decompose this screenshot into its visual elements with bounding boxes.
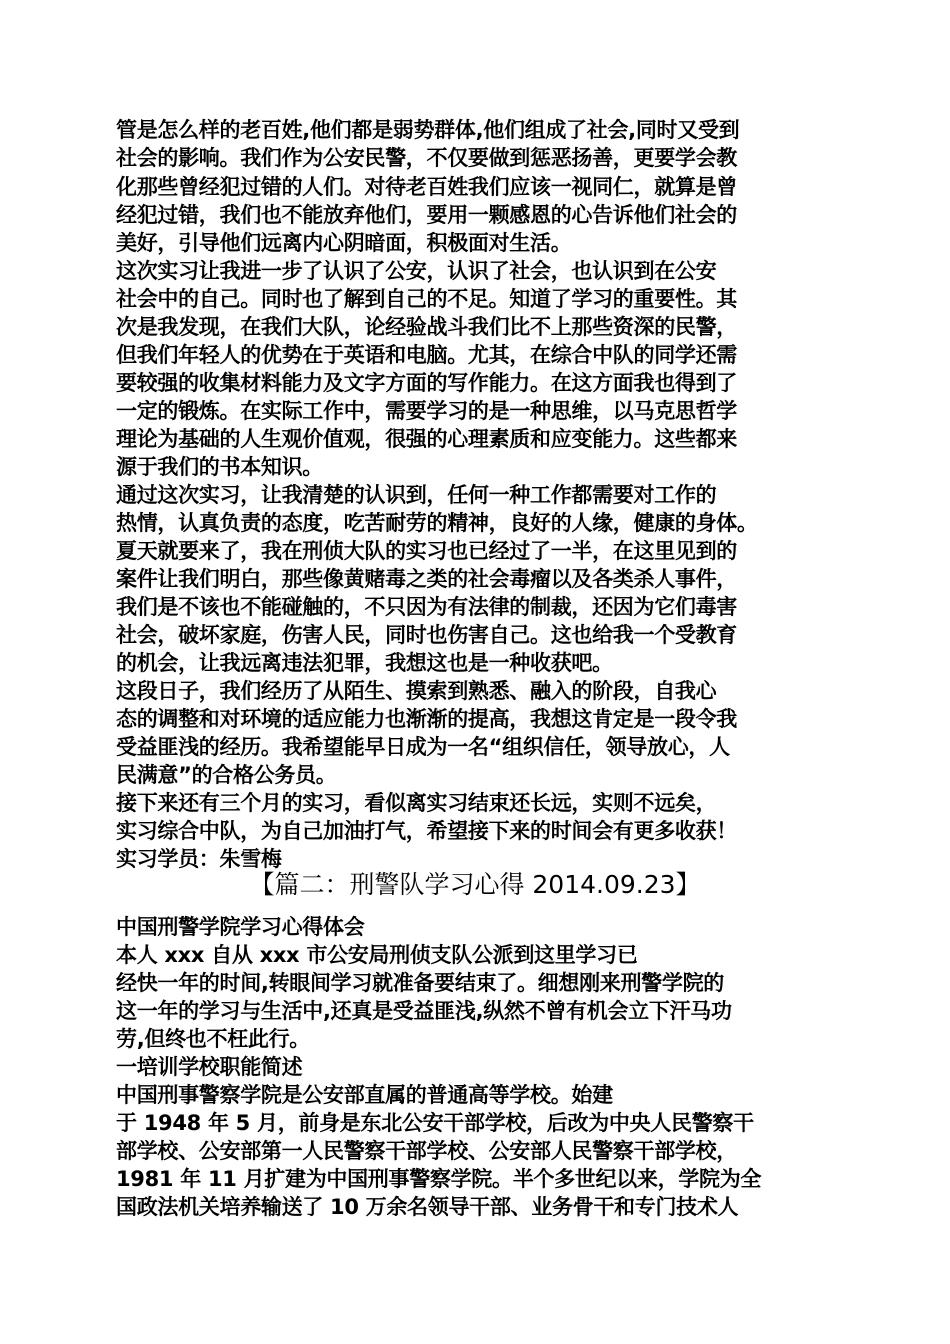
body-text-line: 社会中的自己。同时也了解到自己的不足。知道了学习的重要性。其 (116, 287, 737, 311)
body-text-line: 这一年的学习与生活中,还真是受益匪浅,纵然不曾有机会立下汗马功 (116, 999, 732, 1023)
body-text-line: 受益匪浅的经历。我希望能早日成为一名“组织信任，领导放心，人 (116, 735, 730, 759)
body-text-line: 于 1948 年 5 月，前身是东北公安干部学校，后改为中央人民警察干 (116, 1111, 754, 1135)
body-text-line: 要较强的收集材料能力及文字方面的写作能力。在这方面我也得到了 (116, 371, 737, 395)
body-text-line: 的机会，让我远离违法犯罪，我想这也是一种收获吧。 (116, 651, 613, 675)
body-text-line: 民满意”的合格公务员。 (116, 763, 337, 787)
body-text-line: 美好，引导他们远离内心阴暗面，积极面对生活。 (116, 231, 572, 255)
body-text-line: 这段日子，我们经历了从陌生、摸索到熟悉、融入的阶段，自我心 (116, 679, 717, 703)
subheading-line: 中国刑警学院学习心得体会 (116, 915, 365, 939)
body-text-line: 社会的影响。我们作为公安民警，不仅要做到惩恶扬善，更要学会教 (116, 146, 737, 170)
body-text-line: 实习综合中队，为自己加油打气，希望接下来的时间会有更多收获！ (116, 819, 737, 843)
body-text-line: 但我们年轻人的优势在于英语和电脑。尤其，在综合中队的同学还需 (116, 343, 737, 367)
body-text-line: 次是我发现，在我们大队，论经验战斗我们比不上那些资深的民警， (116, 315, 737, 339)
body-text-line: 源于我们的书本知识。 (116, 455, 323, 479)
body-text-line: 案件让我们明白，那些像黄赌毒之类的社会毒瘤以及各类杀人事件， (116, 567, 737, 591)
body-text-line: 经快一年的时间,转眼间学习就准备要结束了。细想刚来刑警学院的 (116, 971, 724, 995)
body-text-line: 我们是不该也不能碰触的，不只因为有法律的制裁，还因为它们毒害 (116, 595, 737, 619)
body-text-line: 化那些曾经犯过错的人们。对待老百姓我们应该一视同仁，就算是曾 (116, 175, 737, 199)
signature-line: 实习学员：朱雪梅 (116, 847, 282, 871)
subheading-line: 一培训学校职能简述 (116, 1055, 303, 1079)
body-text-line: 国政法机关培养输送了 10 万余名领导干部、业务骨干和专门技术人 (116, 1195, 739, 1219)
body-text-line: 管是怎么样的老百姓,他们都是弱势群体,他们组成了社会,同时又受到 (116, 118, 740, 142)
body-text-line: 态的调整和对环境的适应能力也渐渐的提高，我想这肯定是一段令我 (116, 707, 737, 731)
body-text-line: 理论为基础的人生观价值观，很强的心理素质和应变能力。这些都来 (116, 427, 737, 451)
body-text-line: 本人 xxx 自从 xxx 市公安局刑侦支队公派到这里学习已 (116, 943, 638, 967)
body-text-line: 劳,但终也不枉此行。 (116, 1027, 310, 1051)
body-text-line: 热情，认真负责的态度，吃苦耐劳的精神，良好的人缘，健康的身体。 (116, 511, 758, 535)
body-text-line: 一定的锻炼。在实际工作中，需要学习的是一种思维，以马克思哲学 (116, 399, 737, 423)
body-text-line: 通过这次实习，让我清楚的认识到，任何一种工作都需要对工作的 (116, 483, 717, 507)
body-text-line: 这次实习让我进一步了认识了公安，认识了社会，也认识到在公安 (116, 259, 717, 283)
body-text-line: 夏天就要来了，我在刑侦大队的实习也已经过了一半，在这里见到的 (116, 539, 737, 563)
body-text-line: 经犯过错，我们也不能放弃他们，要用一颗感恩的心告诉他们社会的 (116, 203, 737, 227)
body-text-line: 社会，破坏家庭，伤害人民，同时也伤害自己。这也给我一个受教育 (116, 623, 737, 647)
section-heading: 【篇二：刑警队学习心得 2014.09.23】 (249, 870, 701, 899)
body-text-line: 接下来还有三个月的实习，看似离实习结束还长远，实则不远矣， (116, 791, 717, 815)
body-text-line: 部学校、公安部第一人民警察干部学校、公安部人民警察干部学校， (116, 1139, 737, 1163)
body-text-line: 1981 年 11 月扩建为中国刑事警察学院。半个多世纪以来，学院为全 (116, 1167, 762, 1191)
body-text-line: 中国刑事警察学院是公安部直属的普通高等学校。始建 (116, 1083, 613, 1107)
